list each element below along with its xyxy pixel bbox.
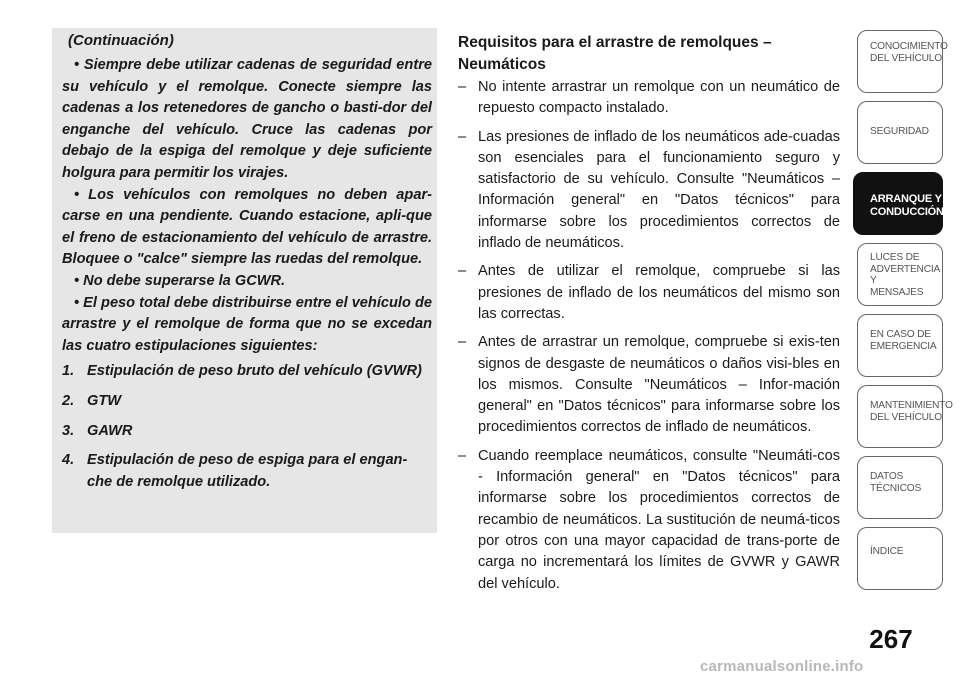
- item-text: Estipulación de peso de espiga para el engan-che de remolque utilizado.: [87, 452, 408, 490]
- tab-label: ARRANQUE Y: [870, 193, 942, 205]
- tab-label: DEL VEHÍCULO: [870, 52, 942, 64]
- tab-arranque-active[interactable]: [853, 172, 943, 235]
- continuation-label: (Continuación): [68, 32, 174, 49]
- item-text: GAWR: [87, 422, 133, 439]
- tab-label: ÍNDICE: [870, 546, 904, 557]
- list-item: [458, 332, 840, 438]
- dash-marker: –: [458, 263, 467, 280]
- tab-label: DATOS: [870, 471, 904, 482]
- list-item: [458, 127, 840, 255]
- numbered-item: [62, 450, 432, 493]
- numbered-item: [62, 391, 432, 413]
- item-number: 3.: [62, 422, 75, 439]
- item-text: Estipulación de peso bruto del vehículo (GVWR): [87, 363, 422, 380]
- warning-bullet: • El peso total debe distribuirse entre el vehículo de arrastre y el remolque de forma que no se excedan las cuatro estipulaciones siguientes:: [62, 294, 432, 354]
- page-number: 267: [869, 624, 913, 654]
- item-number: 1.: [62, 363, 75, 380]
- tab-seguridad[interactable]: [857, 101, 943, 164]
- dash-marker: –: [458, 334, 467, 351]
- tab-datos[interactable]: [857, 456, 943, 519]
- tab-conocimiento[interactable]: [857, 30, 948, 93]
- tab-label: DEL VEHÍCULO: [870, 411, 942, 423]
- tab-label: SEGURIDAD: [870, 126, 929, 137]
- list-item-text: Antes de utilizar el remolque, compruebe si las presiones de inflado de los neumáticos del mismo son las correctas.: [478, 263, 840, 322]
- numbered-item: [62, 361, 432, 383]
- tab-label: CONOCIMIENTO: [870, 41, 948, 52]
- list-item-text: Las presiones de inflado de los neumáticos ade-cuadas son esenciales para el funcionamiento seguro y satisfactorio de su vehículo. Consulte "Neumáticos – Información general" en "Datos técnicos" para informarse sobre los procedimientos correctos de inflado de neumáticos.: [478, 128, 840, 252]
- item-number: 4.: [62, 452, 75, 469]
- tab-label: ADVERTENCIA Y: [870, 263, 940, 286]
- tab-luces[interactable]: [857, 243, 943, 306]
- dash-marker: –: [458, 447, 467, 464]
- list-item: [458, 261, 840, 325]
- tab-label: EN CASO DE: [870, 329, 931, 340]
- tab-label: EMERGENCIA: [870, 340, 937, 352]
- tab-label: TÉCNICOS: [870, 482, 922, 494]
- requirements-list: [458, 77, 840, 595]
- list-item-text: Antes de arrastrar un remolque, compruebe si exis-ten signos de desgaste de neumáticos o daños visi-bles en los mismos. Consulte "Neumáticos – Infor-mación general" en "Datos técnicos" para informarse sobre los procedimientos correctos de inflado de neumáticos.: [478, 334, 840, 436]
- item-text: GTW: [87, 392, 122, 409]
- warning-bullet: • Siempre debe utilizar cadenas de seguridad entre su vehículo y el remolque. Conecte siempre las cadenas a los retenedores de gancho o basti-dor del enganche del vehículo. Cruce las cadenas por debajo de la espiga del remolque y deje suficiente holgura para permitir los virajes.: [62, 57, 432, 181]
- right-column: [458, 32, 840, 602]
- dash-marker: –: [458, 128, 467, 145]
- tab-emergencia[interactable]: [857, 314, 943, 377]
- list-item-text: Cuando reemplace neumáticos, consulte "Neumáti-cos - Información general" en "Datos técnicos" para informarse sobre los procedimientos correctos de recambio de neumáticos. La sustitución de neumá-ticos por otros con una mayor capacidad de trans-porte de carga no incrementará los límites de GVWR y GAWR del vehículo.: [478, 447, 840, 592]
- warning-text: [62, 55, 432, 493]
- list-item: [458, 446, 840, 595]
- warning-bullet: • No debe superarse la GCWR.: [74, 272, 286, 289]
- watermark: carmanualsonline.info: [700, 658, 864, 675]
- item-number: 2.: [62, 392, 75, 409]
- tab-label: LUCES DE: [870, 252, 920, 263]
- dash-marker: –: [458, 79, 467, 95]
- tab-mantenimiento[interactable]: [857, 385, 953, 448]
- tab-indice[interactable]: [857, 527, 943, 590]
- list-item: [458, 77, 840, 120]
- section-tabs: [857, 30, 953, 598]
- tab-label: CONDUCCIÓN: [870, 205, 944, 218]
- warning-bullet: • Los vehículos con remolques no deben apar-carse en una pendiente. Cuando estacione, apli-que el freno de estacionamiento del vehículo de arrastre. Bloquee o "calce" siempre las ruedas del remolque.: [62, 186, 432, 268]
- tab-label: MANTENIMIENTO: [870, 400, 953, 411]
- section-heading: Requisitos para el arrastre de remolques – Neumáticos: [458, 34, 772, 73]
- tab-label: MENSAJES: [870, 286, 924, 298]
- list-item-text: No intente arrastrar un remolque con un neumático de repuesto compacto instalado.: [478, 79, 840, 117]
- numbered-item: [62, 421, 432, 443]
